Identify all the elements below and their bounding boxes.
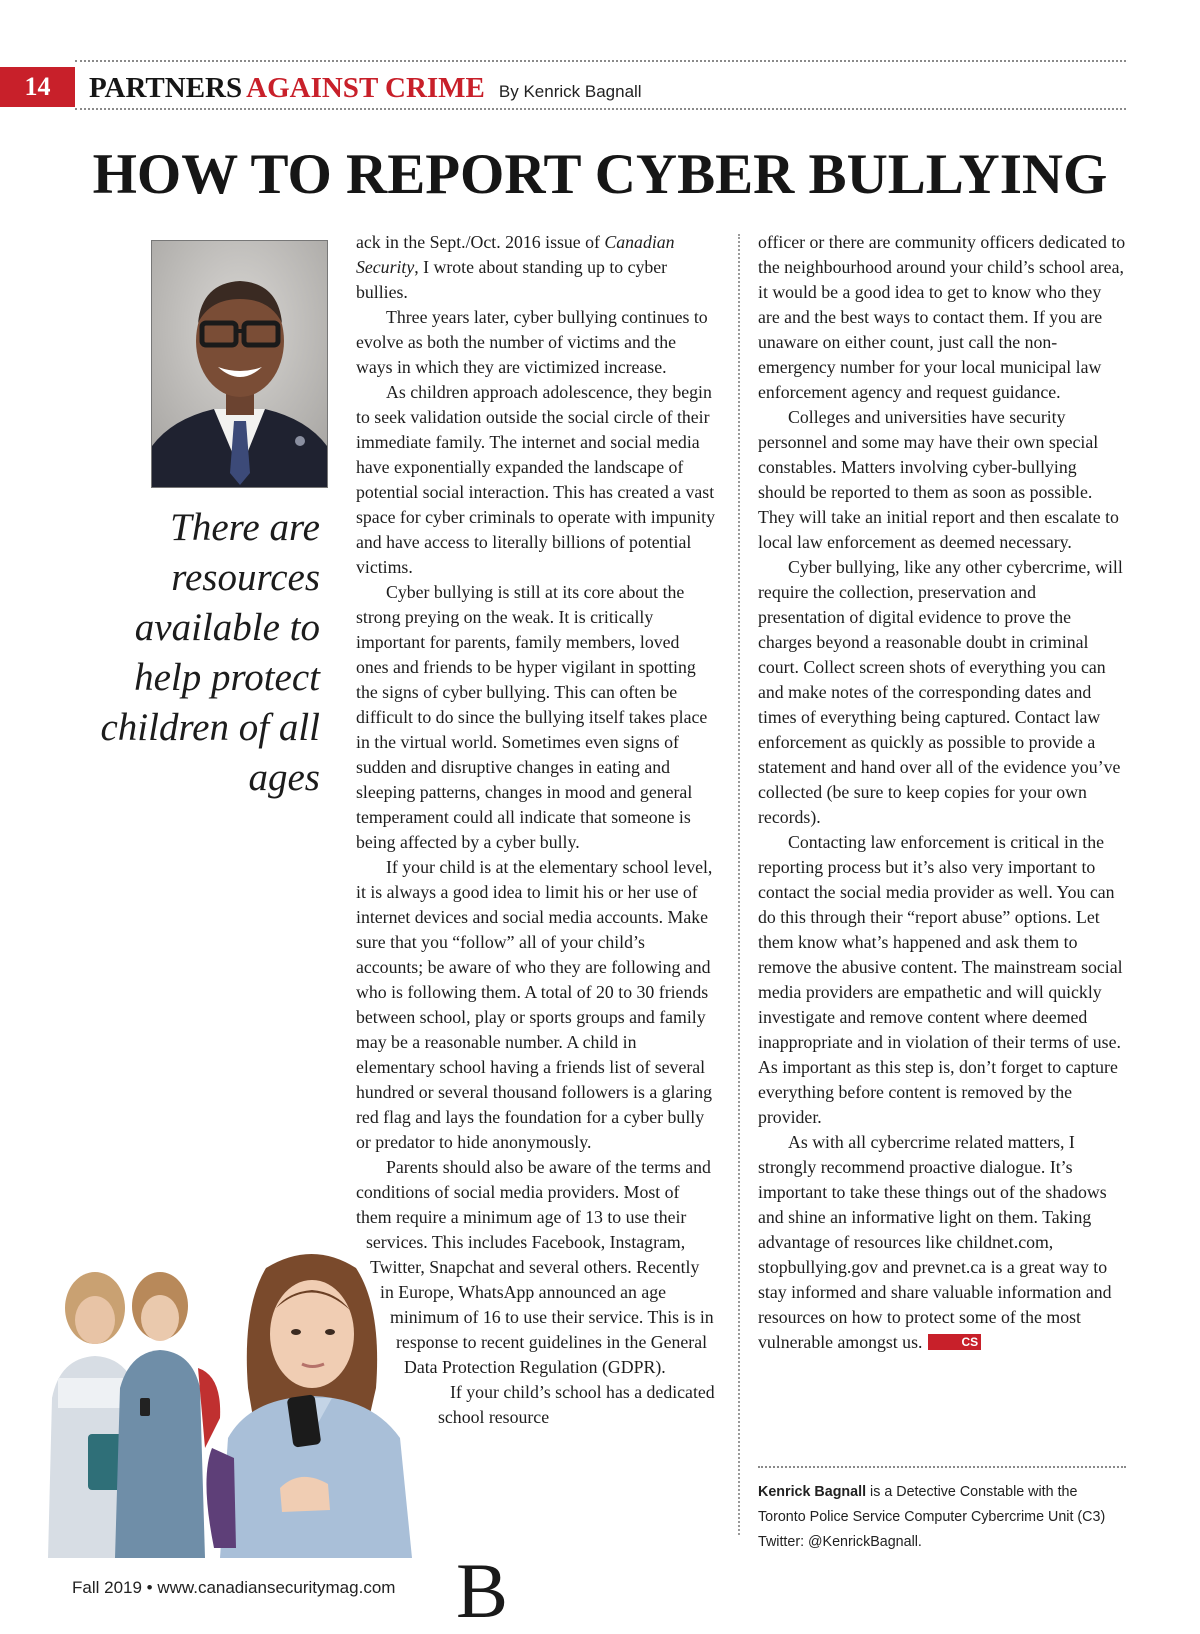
footer: Fall 2019 • www.canadiansecuritymag.com — [72, 1578, 396, 1597]
paragraph: If your child’s school has a dedicated school resource — [438, 1382, 715, 1427]
paragraph — [758, 1130, 1126, 1355]
pull-quote: There are resources available to help protect children of all ages — [100, 506, 320, 799]
bio-line: Twitter: @KenrickBagnall. — [758, 1534, 922, 1550]
paragraph: Cyber bullying is still at its core about the strong preying on the weak. It is critically important for parents, family members, loved ones and friends to be hyper vigilant in spotting the signs of cyber bullying. This can often be difficult to do since the bullying itself takes place in the virtual world. Sometimes even signs of sudden and disruptive changes in eating and sleeping patterns, changes in mood and general temperament could all indicate that someone is being affected by a cyber bully. — [356, 582, 708, 852]
header-bottom-rule — [75, 108, 1126, 110]
paragraph-text: , I wrote about standing up to cyber bullies. — [356, 257, 668, 302]
article-column-2 — [758, 230, 1126, 1355]
bio-line — [758, 1480, 1138, 1505]
paragraph: Parents should also be aware of the terms and conditions of social media providers. Most of them require a minimum age of 13 to use their services. This includes Facebook, Instagram, Twitter, Snapchat and several others. Recently in Europe, WhatsApp announced an age minimum of 16 to use their service. This is in response to recent guidelines in the General Data Protection Regulation (GDPR). — [356, 1157, 714, 1377]
column-divider — [738, 234, 740, 1535]
paragraph-text: As with all cybercrime related matters, I strongly recommend proactive dialogue. It’s important to take these things out of the shadows and shine an informative light on them. Taking advantage of resources like childnet.com, stopbullying.gov and prevnet.ca is a great way to stay informed and share valuable information and resources on how to protect some of the most vulnerable amongst us. — [758, 1132, 1112, 1352]
paragraph: As children approach adolescence, they begin to seek validation outside the social circle of their immediate family. The internet and social media have exponentially expanded the landscape of potential social interaction. This has created a vast space for cyber criminals to operate with impunity and have access to literally billions of potential victims. — [356, 382, 715, 577]
paragraph: Contacting law enforcement is critical in the reporting process but it’s also very important to contact the social media provider as well. You can do this through their “report abuse” options. Let them know what’s happened and ask them to remove the abusive content. The mainstream social media providers are empathetic and will quickly investigate and remove content where deemed inappropriate and in violation of their terms of use. As important as this step is, don’t forget to capture everything before content is removed by the provider. — [758, 832, 1123, 1127]
paragraph: Cyber bullying, like any other cybercrime, will require the collection, preservation and presentation of digital evidence to prove the charges beyond a reasonable doubt in criminal court. Collect screen shots of everything you can and make notes of the corresponding dates and times of everything being captured. Contact law enforcement as quickly as possible to provide a statement and hand over all of the evidence you’ve collected (be sure to keep copies for your own records). — [758, 557, 1123, 827]
bio-name: Kenrick Bagnall — [758, 1484, 867, 1500]
headline: HOW TO REPORT CYBER BULLYING — [92, 143, 1108, 206]
paragraph-text: ack in the Sept./Oct. 2016 issue of — [356, 232, 605, 252]
paragraph: Three years later, cyber bullying continues to evolve as both the number of victims and the ways in which they are victimized increase. — [356, 307, 708, 377]
section-heading — [89, 70, 642, 106]
author-portrait — [151, 240, 328, 488]
paragraph: Colleges and universities have security personnel and some may have their own special constables. Matters involving cyber-bullying should be reported to them as soon as possible. They will take an initial report and then escalate to local law enforcement as deemed necessary. — [758, 407, 1119, 552]
paragraph: If your child is at the elementary school level, it is always a good idea to limit his or her use of internet devices and social media accounts. Make sure that you “follow” all of your child’s accounts; be aware of who they are following and who is following them. A total of 20 to 30 friends between school, play or sports groups and family may be a reasonable number. A child in elementary school having a friends list of several hundred or several thousand followers is a glaring red flag and lays the foundation for a cyber bully or predator to hide anonymously. — [356, 857, 713, 1152]
byline: By Kenrick Bagnall — [498, 82, 642, 101]
bio-line: Toronto Police Service Computer Cybercrime Unit (C3) — [758, 1509, 1106, 1525]
author-bio — [758, 1480, 1138, 1555]
teens-with-phones-photo — [0, 1248, 490, 1558]
magazine-title: Canadian Security — [356, 232, 675, 277]
end-mark-badge: CS — [928, 1334, 981, 1350]
section-title-part2: AGAINST CRIME — [246, 72, 485, 104]
bio-rule — [758, 1466, 1126, 1468]
page-number: 14 — [0, 67, 75, 107]
section-title-part1: PARTNERS — [89, 72, 243, 104]
header-top-rule — [75, 60, 1126, 62]
drop-cap: B — [456, 1547, 509, 1634]
paragraph: officer or there are community officers dedicated to the neighbourhood around your child’s school area, it would be a good idea to get to know who they are and the best ways to contact them. If you are unaware on either count, just call the non-emergency number for your local municipal law enforcement agency and request guidance. — [758, 232, 1126, 402]
bio-text: is a Detective Constable with the — [866, 1484, 1078, 1500]
